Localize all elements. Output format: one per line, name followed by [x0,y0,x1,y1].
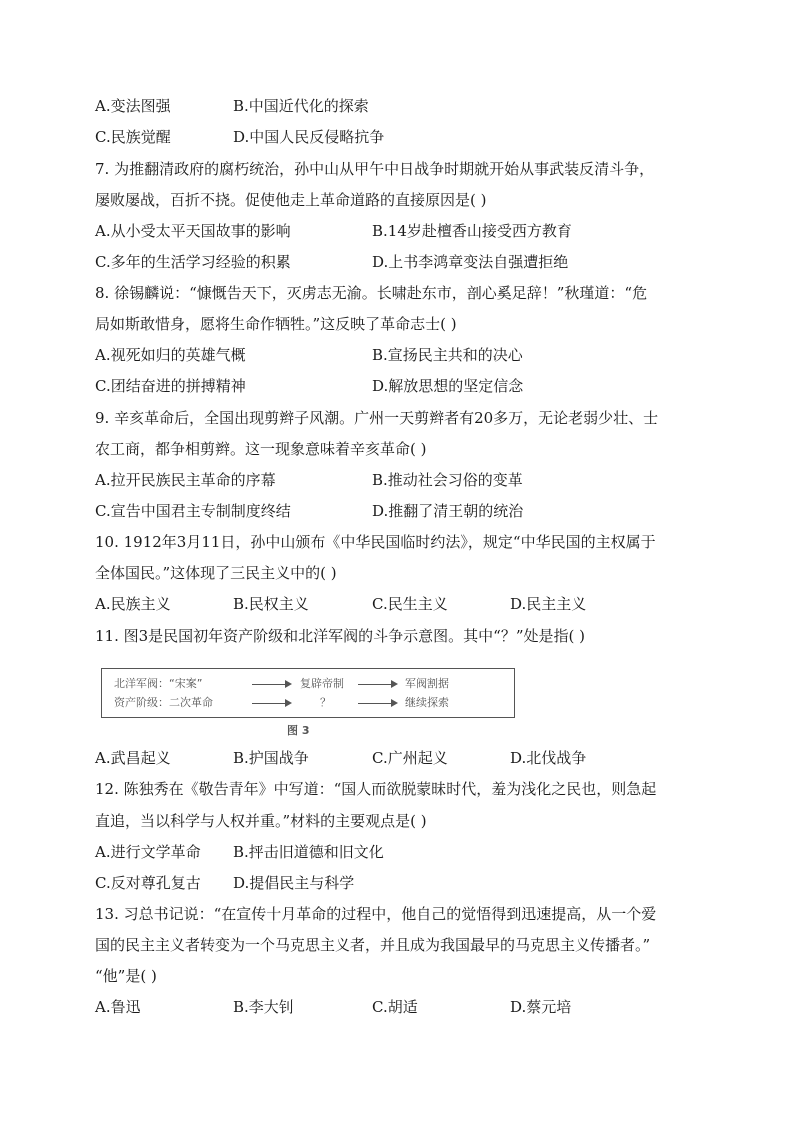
q9-option-b: B.推动社会习俗的变革 [372,471,523,489]
q11-stem-line-1: 11. 图3是民国初年资产阶级和北洋军阀的斗争示意图。其中“？”处是指( ) [95,627,585,645]
q10-option-c: C.民生主义 [372,595,448,613]
diagram-row1-label: 北洋军阀：“宋案” [114,677,203,690]
q10-stem-line-1: 10. 1912年3月11日，孙中山颁布《中华民国临时约法》，规定“中华民国的主权属于 [95,533,656,551]
q9-option-d: D.推翻了清王朝的统治 [372,502,524,520]
q13-option-c: C.胡适 [372,998,418,1016]
q8-option-c: C.团结奋进的拼搏精神 [95,377,246,395]
q8-option-a: A.视死如归的英雄气概 [95,346,246,364]
struggle-diagram [101,668,515,718]
q12-option-a: A.进行文学革命 [95,843,201,861]
figure-caption: 图 3 [287,724,310,737]
q13-option-a: A.鲁迅 [95,998,141,1016]
q9-option-a: A.拉开民族民主革命的序幕 [95,471,276,489]
diagram-row1-middle: 复辟帝制 [300,677,344,690]
q10-option-d: D.民主主义 [510,595,587,613]
q8-stem-line-1: 8. 徐锡麟说：“慷慨告天下，灭虏志无渝。长啸赴东市，剖心奚足辞！”秋瑾道：“危 [95,284,648,302]
q7-option-a: A.从小受太平天国故事的影响 [95,222,291,240]
q12-option-d: D.提倡民主与科学 [233,874,355,892]
q9-stem-line-2: 农工商，都争相剪辫。这一现象意味着辛亥革命( ) [95,440,427,458]
arrow-icon [358,684,396,685]
q9-stem-line-1: 9. 辛亥革命后，全国出现剪辫子风潮。广州一天剪辫者有20多万，无论老弱少壮、士 [95,409,659,427]
diagram-row2-middle: ？ [320,696,331,709]
q7-option-c: C.多年的生活学习经验的积累 [95,253,291,271]
q13-stem-line-1: 13. 习总书记说：“在宣传十月革命的过程中，他自己的觉悟得到迅速提高，从一个爱 [95,905,657,923]
diagram-row-bourgeoisie [102,694,514,712]
q7-option-b: B.14岁赴檀香山接受西方教育 [372,222,572,240]
q11-option-b: B.护国战争 [233,749,309,767]
q7-stem-line-1: 7. 为推翻清政府的腐朽统治，孙中山从甲午中日战争时期就开始从事武装反清斗争， [95,160,655,178]
q8-option-d: D.解放思想的坚定信念 [372,377,524,395]
q11-option-a: A.武昌起义 [95,749,171,767]
arrow-icon [252,684,290,685]
diagram-row-warlords [102,675,514,693]
q10-option-a: A.民族主义 [95,595,171,613]
diagram-row1-end: 军阀割据 [405,677,449,690]
q12-stem-line-2: 直追，当以科学与人权并重。”材料的主要观点是( ) [95,812,427,830]
q7-stem-line-2: 屡败屡战，百折不挠。促使他走上革命道路的直接原因是( ) [95,191,487,209]
q6-option-d: D.中国人民反侵略抗争 [233,128,385,146]
q6-option-a: A.变法图强 [95,97,171,115]
q12-stem-line-1: 12. 陈独秀在《敬告青年》中写道：“国人而欲脱蒙昧时代，羞为浅化之民也，则急起 [95,780,657,798]
q9-option-c: C.宣告中国君主专制制度终结 [95,502,291,520]
q6-option-b: B.中国近代化的探索 [233,97,369,115]
arrow-icon [252,703,290,704]
q11-option-c: C.广州起义 [372,749,448,767]
q6-option-c: C.民族觉醒 [95,128,171,146]
diagram-row2-end: 继续探索 [405,696,449,709]
diagram-row2-label: 资产阶级：二次革命 [114,696,213,709]
q7-option-d: D.上书李鸿章变法自强遭拒绝 [372,253,569,271]
q13-stem-line-3: “他”是( ) [95,967,157,985]
q10-option-b: B.民权主义 [233,595,309,613]
q13-option-d: D.蔡元培 [510,998,572,1016]
q13-stem-line-2: 国的民主主义者转变为一个马克思主义者，并且成为我国最早的马克思主义传播者。” [95,936,651,954]
q11-option-d: D.北伐战争 [510,749,587,767]
q12-option-c: C.反对尊孔复古 [95,874,201,892]
q8-stem-line-2: 局如斯敢惜身，愿将生命作牺牲。”这反映了革命志士( ) [95,315,457,333]
q10-stem-line-2: 全体国民。”这体现了三民主义中的( ) [95,564,337,582]
arrow-icon [358,703,396,704]
q13-option-b: B.李大钊 [233,998,294,1016]
q12-option-b: B.抨击旧道德和旧文化 [233,843,384,861]
q8-option-b: B.宣扬民主共和的决心 [372,346,523,364]
